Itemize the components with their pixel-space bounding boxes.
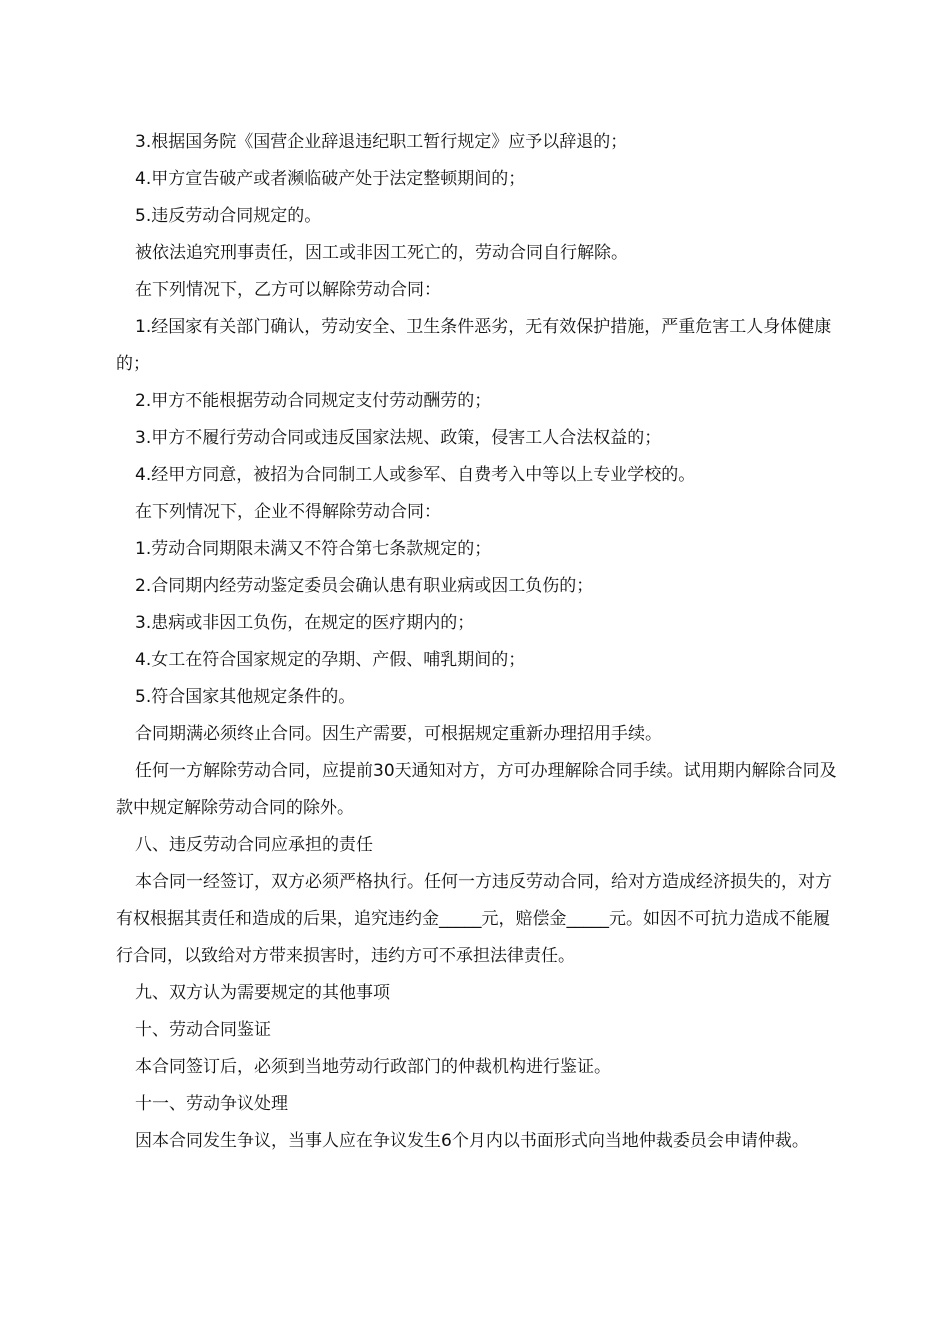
paragraph-party-b-termination-heading: 在下列情况下，乙方可以解除劳动合同：: [135, 280, 441, 300]
section-heading-10: 十、劳动合同鉴证: [135, 1020, 271, 1040]
paragraph-party-b-item-3: 3.甲方不履行劳动合同或违反国家法规、政策，侵害工人合法权益的；: [135, 428, 662, 448]
paragraph-contract-expiry: 合同期满必须终止合同。因生产需要，可根据规定重新办理招用手续。: [135, 724, 662, 744]
document-body: [116, 124, 838, 1160]
paragraph-restriction-item-1: 1.劳动合同期限未满又不符合第七条款规定的；: [135, 539, 492, 559]
paragraph-item-5-violation: 5.违反劳动合同规定的。: [135, 206, 322, 226]
paragraph-item-3-dismissal: 3.根据国务院《国营企业辞退违纪职工暂行规定》应予以辞退的；: [135, 132, 628, 152]
paragraph-restriction-item-2: 2.合同期内经劳动鉴定委员会确认患有职业病或因工负伤的；: [135, 576, 594, 596]
paragraph-dispute-resolution: 因本合同发生争议，当事人应在争议发生6个月内以书面形式向当地仲裁委员会申请仲裁。: [135, 1131, 809, 1151]
paragraph-notice-period: 任何一方解除劳动合同，应提前30天通知对方，方可办理解除合同手续。试用期内解除合同及款中规定解除劳动合同的除外。: [116, 761, 837, 818]
section-heading-8: 八、违反劳动合同应承担的责任: [135, 835, 373, 855]
section-heading-11: 十一、劳动争议处理: [135, 1094, 288, 1114]
paragraph-enterprise-restriction-heading: 在下列情况下，企业不得解除劳动合同：: [135, 502, 441, 522]
paragraph-liability: 本合同一经签订，双方必须严格执行。任何一方违反劳动合同，给对方造成经济损失的，对方有权根据其责任和造成的后果，追究违约金_____元，赔偿金_____元。如因不可抗力造成不能履行合同，以致给对方带来损害时，违约方可不承担法律责任。: [116, 872, 832, 966]
paragraph-party-b-item-1: 1.经国家有关部门确认，劳动安全、卫生条件恶劣，无有效保护措施，严重危害工人身体健康的；: [116, 317, 832, 374]
paragraph-item-4-bankruptcy: 4.甲方宣告破产或者濒临破产处于法定整顿期间的；: [135, 169, 526, 189]
paragraph-automatic-termination: 被依法追究刑事责任，因工或非因工死亡的，劳动合同自行解除。: [135, 243, 628, 263]
paragraph-authentication: 本合同签订后，必须到当地劳动行政部门的仲裁机构进行鉴证。: [135, 1057, 611, 1077]
paragraph-party-b-item-2: 2.甲方不能根据劳动合同规定支付劳动酬劳的；: [135, 391, 492, 411]
paragraph-restriction-item-4: 4.女工在符合国家规定的孕期、产假、哺乳期间的；: [135, 650, 526, 670]
paragraph-restriction-item-5: 5.符合国家其他规定条件的。: [135, 687, 356, 707]
section-heading-9: 九、双方认为需要规定的其他事项: [135, 983, 390, 1003]
paragraph-party-b-item-4: 4.经甲方同意，被招为合同制工人或参军、自费考入中等以上专业学校的。: [135, 465, 696, 485]
paragraph-restriction-item-3: 3.患病或非因工负伤，在规定的医疗期内的；: [135, 613, 475, 633]
